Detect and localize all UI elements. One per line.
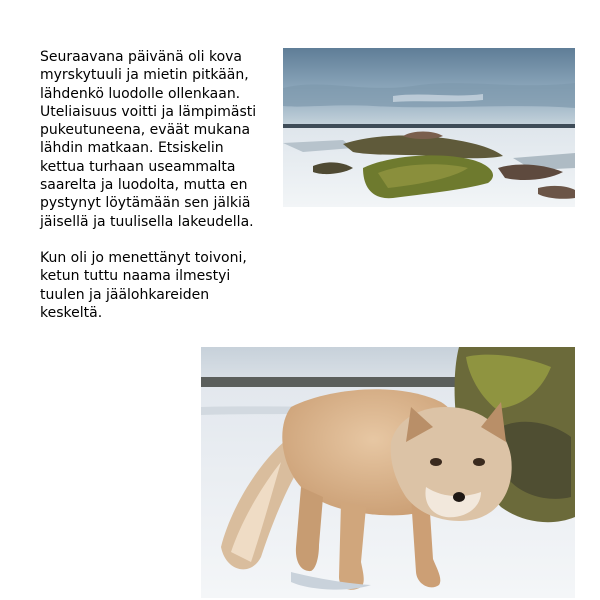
paragraph-2: Kun oli jo menettänyt toivoni, ketun tuttu naama ilmestyi tuulen ja jäälohkareiden keskeltä. — [40, 249, 247, 321]
paragraph-1: Seuraavana päivänä oli kova myrskytuuli ja mietin pitkään, lähdenkö luodolle ollenkaan. Uteliaisuus voitti ja lämpimästi pukeutuneena, eväät mukana lähdin matkaan. Etsiskelin kettua turhaan useammalta saarelta ja luodolta, mutta en pystynyt löytämään sen jälkiä jäisellä ja tuulisella lakeudella. — [40, 49, 257, 230]
icy-rocks-photo — [283, 48, 575, 207]
fox-photo — [201, 347, 575, 598]
photo-icy-rocky-shore-icon — [283, 48, 575, 207]
article-text — [40, 48, 280, 340]
photo-fox-on-snow-icon — [201, 347, 575, 598]
